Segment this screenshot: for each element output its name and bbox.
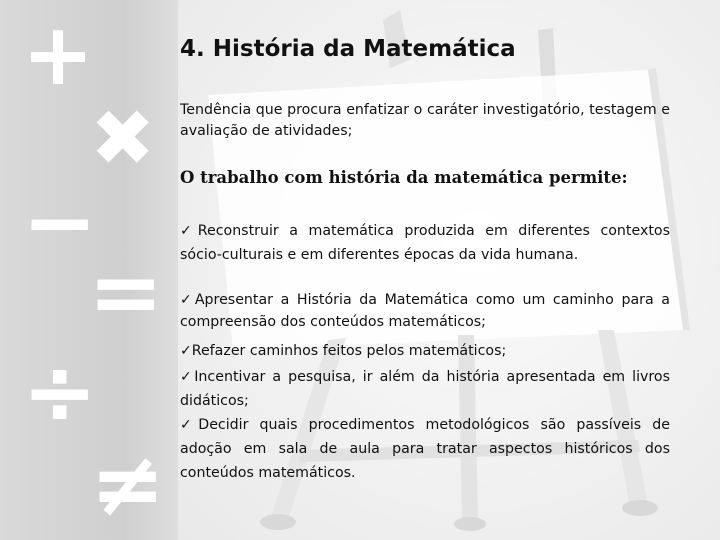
intro-paragraph: Tendência que procura enfatizar o caráter investigatório, testagem e avaliação de atividades; [180, 102, 670, 139]
slide-title: 4. História da Matemática [180, 36, 516, 62]
list-item [180, 219, 670, 267]
list-item-text: Incentivar a pesquisa, ir além da história apresentada em livros didáticos; [180, 369, 671, 409]
check-icon: ✓ [180, 292, 195, 308]
not-equal-icon: ≠ [90, 432, 166, 537]
list-item [180, 289, 670, 333]
list-item-text: Decidir quais procedimentos metodológicos são passíveis de adoção em sala de aula para tratar aspectos históricos dos conteúdos matemáticos. [180, 417, 670, 481]
minus-icon: − [22, 170, 98, 275]
check-icon: ✓ [180, 343, 192, 359]
check-icon: ✓ [180, 369, 195, 385]
multiply-icon: ✖ [90, 94, 156, 184]
list-item-text: Refazer caminhos feitos pelos matemáticos; [191, 343, 507, 359]
left-decor-band [0, 0, 178, 540]
section-subtitle: O trabalho com história da matemática permite: [180, 168, 628, 187]
check-icon: ✓ [180, 417, 199, 433]
list-item-text: Apresentar a História da Matemática como um caminho para a compreensão dos conteúdos matemáticos; [180, 292, 671, 330]
check-icon: ✓ [180, 223, 198, 239]
plus-icon: + [22, 5, 95, 105]
divide-icon: ÷ [22, 340, 98, 445]
list-item [180, 339, 670, 363]
list-item-text: Reconstruir a matemática produzida em diferentes contextos sócio-culturais e em diferentes épocas da vida humana. [180, 223, 670, 263]
list-item [180, 413, 670, 485]
equals-icon: = [88, 240, 164, 345]
list-item [180, 365, 670, 413]
